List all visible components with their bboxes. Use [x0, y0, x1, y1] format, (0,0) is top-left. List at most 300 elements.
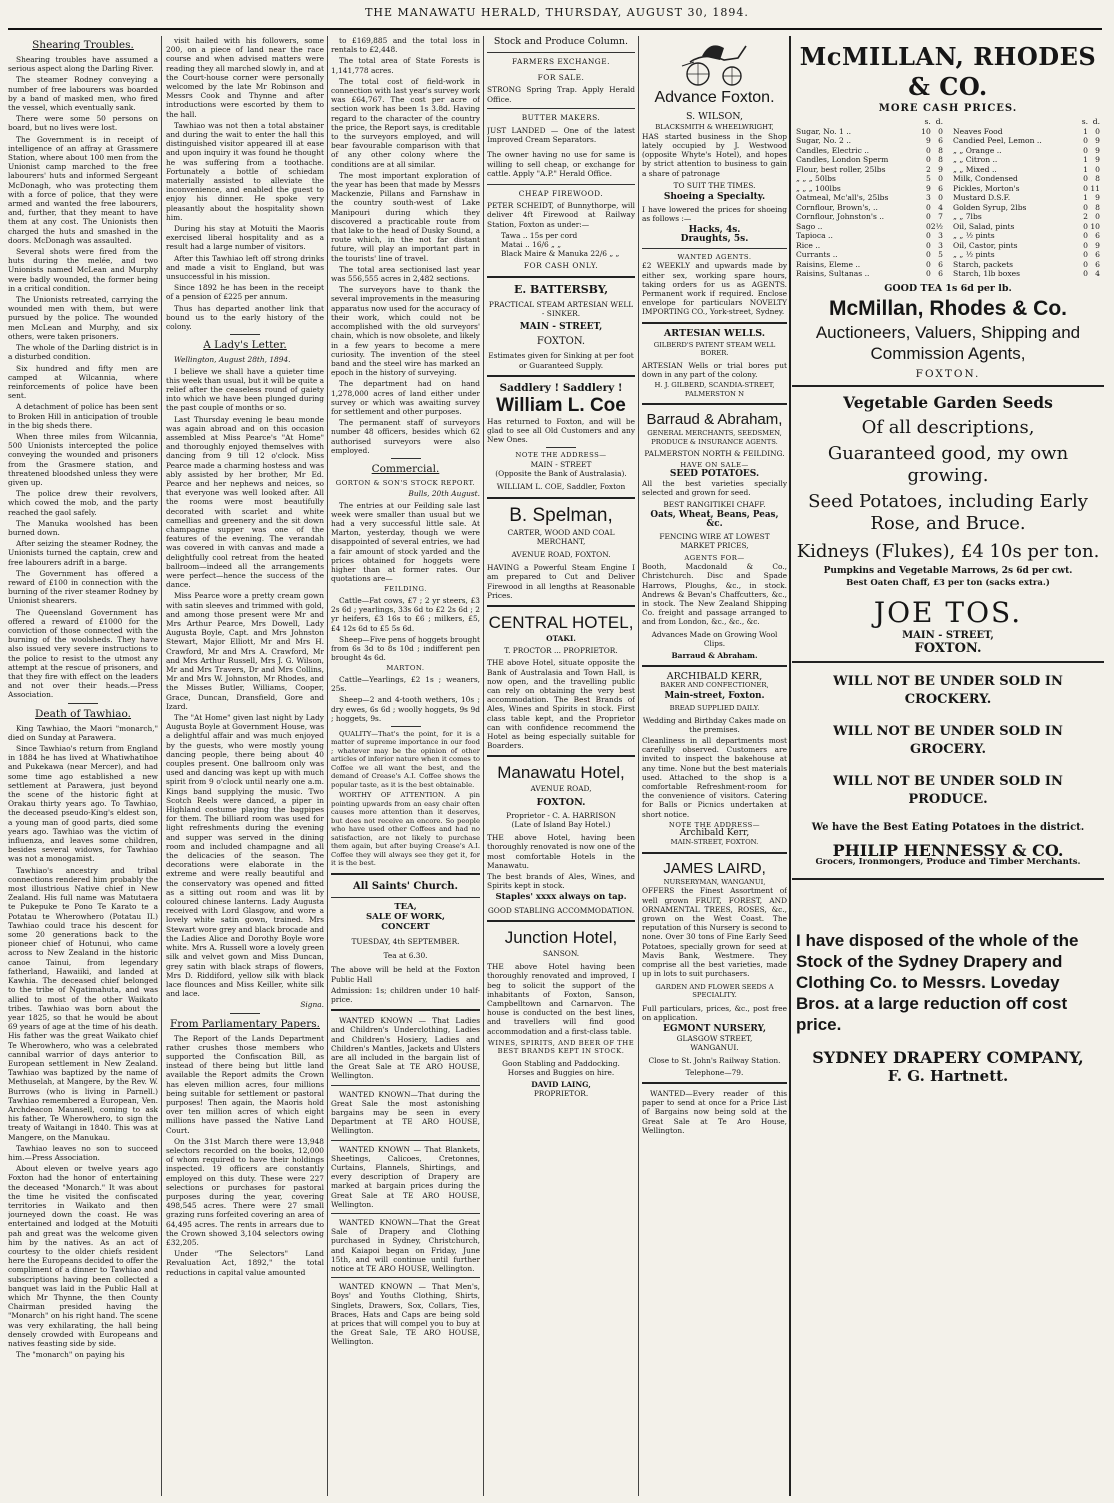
church-body: The above will be held at the Foxton Public Hall [331, 965, 480, 984]
price-row [953, 136, 1100, 146]
wilson-body: HAS started business in the Shop lately occupied by J. Westwood (opposite Whyte's Hotel), and hopes by strict attention to business to gain a share of patronage [642, 131, 787, 178]
article-title-tawhiao: Death of Tawhiao. [34, 707, 132, 720]
veg-seeds: Vegetable Garden Seeds [843, 393, 1053, 413]
laird-name: JAMES LAIRD, [663, 859, 766, 877]
price-shillings: 1 [1083, 126, 1088, 136]
wanted-known-item: WANTED KNOWN — That Blankets, Sheetings, Calicoes, Cretonnes, Curtains, Flannels, Shirtings, and every description of Drapery are marked at bargain prices during the Great Sale at TE ARO HOUSE, Wellington. [331, 1144, 480, 1209]
price-item: Mustard D.S.F. [953, 193, 1011, 203]
divider [487, 108, 635, 109]
price-pence: 8 [938, 145, 943, 155]
divider [487, 52, 635, 53]
price-pence: 6 [938, 136, 943, 146]
price-header-row [953, 117, 1100, 127]
price-item: Sago .. [796, 221, 823, 231]
price-row [796, 136, 943, 146]
church-sale: SALE OF WORK, [366, 911, 445, 922]
paragraph: Tawhiao leaves no son to succeed him.—Press Association. [8, 1143, 158, 1162]
price-shillings: 0 [925, 202, 931, 212]
paragraph: During his stay at Motuiti the Maoris exercised liberal hospitality and as a result had a large number of visitors. [166, 224, 324, 252]
barraud-advert [642, 410, 787, 660]
price-item: Cornflour, Brown's, .. [796, 202, 878, 212]
article-body-shearing [8, 55, 158, 700]
paragraph: After this Tawhiao left off strong drinks and made a visit to England, but was unsuccessful in his mission. [166, 253, 324, 282]
paragraph: The Unionists retreated, carrying the wounded men with them, but were pursued by the police. The wounded men McLean and Murphy, and six others, were taken prisoners. [8, 295, 158, 341]
pence-header: d. [1092, 117, 1100, 127]
divider [642, 403, 787, 405]
paragraph: Since 1892 he has been in the receipt of a pension of £225 per annum. [166, 283, 324, 302]
divider [331, 1277, 480, 1278]
commercial-body [331, 501, 480, 584]
manawatu-hotel-late: (Late of Island Bay Hotel.) [511, 820, 611, 830]
price-pence: 11 [1090, 183, 1100, 193]
paragraph: The "monarch" on paying his [16, 1350, 125, 1360]
have-on-sale: HAVE ON SALE— [680, 461, 749, 470]
column-1 [8, 36, 158, 1496]
farmers-exchange: FARMERS EXCHANGE. [512, 57, 610, 66]
paragraph: Last Thursday evening le beau monde was again abroad and on this occasion assembled at Miss Pearce's "At Home" and thoroughly enjoyed themselves with dancing from 9 till 12 o'clock. Miss Pearce made a charming hostess and was ably assisted by her brother, Mr Ed. Pearce and her nephews and neices, so that everyone was well looked after. All the rooms were most beautifully decorated with scarlet and white camellias and greenery and the sit down champagne supper was one of the features of the evening. The verandah was covered in with canvas and made a delightfully cool retreat from the heated ballroom—indeed all the arrangements were perfect—hence the success of the dance. [166, 414, 324, 590]
pumpkins-price: Pumpkins and Vegetable Marrows, 2s 6d per cwt. [823, 566, 1073, 577]
price-shillings: 0 [1083, 145, 1088, 155]
paragraph: There were some 50 persons on board, but no lives were lost. [8, 114, 158, 133]
price-row [953, 127, 1100, 137]
price-shillings: 0 [925, 240, 931, 250]
price-item: Currants .. [796, 250, 838, 260]
column-rule [638, 36, 639, 1496]
price-item: Sugar, No. 1 .. [796, 126, 852, 136]
kerr-street: Main-street, Foxton. [664, 690, 765, 701]
laird-body: OFFERS the Finest Assortment of well grown FRUIT, FOREST, AND ORNAMENTAL TREES, ROSES, &c., grown on the West Coast. The reputation of this Nursery is second to none. Over 30 tons of Fine Early Seed Potatoes, specially grown for seed at Mavis Bank, Westmere. They comprise all the best varieties, made up in lots to suit purchasers. [642, 886, 787, 979]
commercial-subtitle: GORTON & SON'S STOCK REPORT. [335, 478, 476, 487]
separator [391, 726, 421, 727]
manawatu-hotel-proprietor: Proprietor - C. A. HARRISON [506, 810, 616, 820]
junction-stabling: Goon Stabling and Paddocking. [502, 1058, 620, 1068]
price-row [796, 174, 943, 184]
carriage-icon [680, 38, 750, 88]
divider [487, 497, 635, 499]
divider [642, 1082, 787, 1084]
firewood-prices [487, 231, 635, 259]
glasgow-street: GLASGOW STREET, [676, 1034, 753, 1044]
shillings-header: s. [1081, 117, 1088, 127]
divider [331, 1213, 480, 1214]
paragraph: Several shots were fired from the huts during the melée, and two Unionists named McLean and Murphy were badly wounded, the former being in a critical condition. [8, 247, 158, 293]
price-item: Oil, Salad, pints [953, 221, 1015, 231]
marton-label: MARTON. [386, 664, 425, 673]
price-shillings: 0 [1083, 136, 1088, 146]
price-shillings: 1 [1083, 193, 1088, 203]
coe-signature: WILLIAM L. COE, Saddler, Foxton [496, 482, 626, 492]
owner-body: The owner having no use for same is willing to sell cheap, or exchange for cattle. Apply "A.P." Herald Office. [487, 150, 635, 178]
price-item: „ „ Mixed .. [953, 164, 997, 174]
price-shillings: 1 [1083, 164, 1088, 174]
price-row [796, 231, 943, 241]
price-pence: 0 [1095, 212, 1100, 222]
paragraph: The entries at our Feilding sale last week were smaller than usual but we had a very successful little sale. At Marton, yesterday, though we were disappointed of several entries, we had a fair amount of stock yarded and the prices obtained for hoggets were higher than at former rates. Our quotations are— [331, 500, 480, 584]
paragraph: Six hundred and fifty men are camped at Wilcannia, where reinforcements of police have been sent. [8, 363, 158, 401]
firewood-price-row: Tawa .. 15s per cord [501, 230, 578, 240]
coe-name: William L. Coe [496, 394, 626, 416]
junction-proprietor-title: PROPRIETOR. [533, 1089, 589, 1099]
manawatu-hotel-town: FOXTON. [536, 796, 586, 808]
paragraph: The whole of the Darling district is in a disturbed condition. [8, 343, 158, 362]
artesian-wells: ARTESIAN WELLS. [663, 327, 766, 339]
price-shillings: 0 [1083, 174, 1088, 184]
paragraph: Cattle—Yearlings, £2 1s ; weaners, 25s. [331, 674, 480, 694]
price-pence: 9 [1095, 155, 1100, 165]
kerr-advert [642, 672, 787, 847]
price-shillings: 2 [1083, 212, 1088, 222]
paragraph: After seizing the steamer Rodney, the Unionists turned the captain, crew and free labourers adrift in a barge. [8, 539, 158, 567]
seed-potatoes-body: All the best varieties specially selected and grown for seed. [642, 479, 787, 498]
not-undersold-grocery: WILL NOT BE UNDER SOLD IN GROCERY. [833, 723, 1063, 757]
price-pence: 9 [1095, 193, 1100, 203]
battersby-street: MAIN - STREET, [519, 322, 603, 333]
price-row [796, 269, 943, 279]
column-5 [642, 36, 787, 1496]
divider [487, 920, 635, 922]
shoeing-body: I have lowered the prices for shoeing as follows :— [642, 205, 787, 224]
draughts-price: Draughts, 5s. [680, 233, 749, 244]
price-pence: 8 [1095, 174, 1100, 184]
price-item: „ „ „ 50lbs [796, 174, 836, 184]
cash-only: FOR CASH ONLY. [523, 261, 599, 271]
article-title-letter: A Lady's Letter. [203, 339, 287, 352]
hacks-price: Hacks, 4s. [688, 224, 741, 235]
masthead: THE MANAWATU HERALD, THURSDAY, AUGUST 30, 1894. [365, 6, 749, 19]
divider [792, 385, 1104, 387]
wilson-advert [642, 38, 787, 244]
price-list [792, 117, 1104, 279]
price-pence: 4 [938, 202, 943, 212]
wanted-known-adverts [331, 1016, 480, 1347]
coe-note: NOTE THE ADDRESS— [515, 451, 607, 460]
price-pence: 6 [1095, 250, 1100, 260]
laird-advert [642, 859, 787, 1077]
stock-column [487, 36, 635, 1099]
paragraph: The Queensland Government has offered a reward of £1000 for the conviction of those connected with the burning of the woolsheds. They have also issued very severe instructions to the police to resist to the utmost any attempt at the rescue of prisoners, and that they fire with effect on the leaders and not over their heads.—Press Association. [8, 607, 158, 700]
gilberd-body: ARTESIAN Wells or trial bores put down in any part of the colony. [642, 360, 787, 380]
battersby-estimates: Estimates given for Sinking at per foot or Guaranteed Supply. [488, 351, 634, 370]
coe-body: Has returned to Foxton, and will be glad to see all Old Customers and any New Ones. [487, 416, 635, 445]
oats-wheat: Oats, Wheat, Beans, Peas, &c. [650, 509, 779, 529]
church-tea-time: Tea at 6.30. [383, 951, 428, 961]
divider [487, 276, 635, 278]
price-row [953, 146, 1100, 156]
church-tea: TEA, [394, 901, 417, 912]
column-rule [483, 36, 484, 1496]
divider [331, 1085, 480, 1086]
paragraph: Sheep—2 and 4-tooth wethers, 10s ; dry ewes, 6s 6d ; woolly hoggets, 9s 9d ; hoggets, 9s. [331, 695, 480, 723]
price-item: Candles, London Sperm [796, 155, 889, 165]
garden-seeds: GARDEN AND FLOWER SEEDS A SPECIALITY. [655, 982, 774, 999]
price-shillings: 9 [925, 183, 931, 193]
price-header-row [796, 117, 943, 127]
price-pence: 5 [938, 250, 943, 260]
paragraph: The department had on hand 1,278,000 acres of land either under survey or which was awaiting survey for settlement and other purposes. [331, 379, 480, 416]
paragraph: The Manuka woolshed has been burned down. [8, 518, 158, 537]
price-pence: 4 [1095, 269, 1100, 279]
separator [230, 334, 260, 335]
kidneys-price: Kidneys (Flukes), £4 10s per ton. [796, 541, 1100, 563]
barraud-signature: Barraud & Abraham. [671, 650, 758, 660]
central-hotel-name: CENTRAL HOTEL, [488, 613, 634, 633]
wanted-known-item: WANTED KNOWN—That during the Great Sale the most astonishing bargains may be seen in every Department at TE ARO HOUSE, Wellington. [331, 1089, 480, 1136]
price-shillings: 0 [925, 231, 931, 241]
article-title-parliamentary: From Parliamentary Papers. [169, 1017, 320, 1030]
price-pence: 6 [1095, 231, 1100, 241]
agents-advert [642, 253, 787, 317]
price-item: Golden Syrup, 2lbs [953, 202, 1027, 212]
price-pence: 10 [1090, 221, 1100, 231]
price-shillings: 5 [925, 174, 931, 184]
paragraph: Tawhiao's ancestry and tribal connections rendered him probably the most illustrious Native chief in New Zealand. His full name was Matutaera te Pukepuke te Pono Te Karato te a Potatau te Wherowhero (Potatau II.) Tawhiao could trace his descent for some 20 generations back to the pioneer chief of Hotunui, who came across to New Zealand in the historic canoe Tainui, from legendary fatherland, Hawaiiki, and landed at Kawhia. The deceased chief belonged to the tribe of Ngatimahuta, and was allied to most of the other Waikato tribes. Tawhiao was born about the year 1825, so that he would be about 69 years of age at the time of his death. His father was the great Waikato chief Te Wherowhero, who was a celebrated cannibal warrior of days anterior to European settlement in New Zealand. Tawhiao was baptized by the name of Methuselah, at Mangere, by the Rev. W. Burrows (who is living in Parnell.) Tawhiao remembered a European, Ven. Archdeacon Maunsell, coming to ask his father, Te Wherowhero, to sign the treaty of Waitangi in 1840. This was at Mangere, on the Manukau. [8, 865, 158, 1142]
laird-town: WANGANUI. [690, 1043, 739, 1053]
staples-on-tap: Staples' xxxx always on tap. [495, 892, 627, 903]
price-row [953, 231, 1100, 241]
divider [642, 665, 787, 667]
paragraph: The most important exploration of the year has been that made by Messrs Mackenzie, Pillans and Farnshaw in the country south-west of Lake Manipouri during which they discovered a practicable route from that lake to the head of Dusky Sound, a route which, in the not far distant future, will play an important part in the tourists' line of travel. [331, 170, 480, 263]
spelman-name: B. Spelman, [509, 504, 613, 526]
separator [546, 69, 576, 70]
kerr-name: ARCHIBALD KERR, [666, 671, 763, 683]
price-item: Candied Peel, Lemon .. [953, 136, 1042, 146]
price-row [796, 127, 943, 137]
price-shillings: 10 [921, 126, 931, 136]
masthead-rule [8, 28, 1102, 30]
barraud-towns: PALMERSTON NORTH & FEILDING. [644, 449, 785, 459]
divider [331, 1140, 480, 1141]
column-3 [331, 36, 480, 1496]
feilding-prices [331, 596, 480, 662]
price-header-blank [953, 117, 1076, 127]
telephone: Telephone—79. [685, 1067, 744, 1077]
disposed-notice: I have disposed of the whole of the Stock of the Sydney Drapery and Clothing Co. to Messrs. Loveday Bros. at a large reduction off cost price. [796, 930, 1079, 1034]
spelman-trade: CARTER, WOOD AND COAL MERCHANT, [507, 527, 615, 546]
advances-wool: Advances Made on Growing Wool Clips. [651, 629, 778, 648]
divider [792, 878, 1104, 880]
kerr-body: Cleanliness in all departments most carefully observed. Customers are invited to inspect the bakehouse at any time. None but the best materials used. Attached to the shop is a comfortable Refreshment-room for the convenience of visitors. Catering for Balls or Picnics undertaken at short notice. [642, 735, 787, 819]
price-item: Rice .. [796, 240, 821, 250]
seed-potatoes-tos: Seed Potatoes, including Early Rose, and Bruce. [808, 491, 1088, 535]
price-row [796, 222, 943, 232]
price-row [796, 155, 943, 165]
column-2 [166, 36, 324, 1496]
for-sale: FOR SALE. [537, 73, 585, 83]
price-shillings: 0 [925, 259, 931, 269]
reader-advert: WANTED—Every reader of this paper to send at once for a Price List of Bargains now being sold at the Great Sale at Te Aro House, Wellington. [642, 1088, 787, 1135]
price-shillings: 0 [1083, 240, 1088, 250]
not-undersold-crockery: WILL NOT BE UNDER SOLD IN CROCKERY. [833, 673, 1063, 707]
paragraph: Tawhiao was not then a total abstainer and during the wait to enter the hall this distinguished visitor appeared ill at ease and upon inquiry it was found he thought he was suffering from a toothache. Fortunately a bottle of schiedam materially assisted to alleviate the inconvenience, and enabled the guest to enjoy his dinner. He spoke very pleasantly about the hospitality shown him. [166, 120, 324, 222]
barraud-name: Barraud & Abraham, [646, 411, 783, 429]
price-pence: 8 [938, 155, 943, 165]
price-row [796, 193, 943, 203]
price-shillings: 1 [1083, 155, 1088, 165]
pence-header: d. [935, 117, 943, 127]
price-item: Starch, packets [953, 259, 1014, 269]
separator [391, 458, 421, 459]
article-body-tawhiao-cont [166, 36, 324, 331]
price-item: Candles, Electric .. [796, 145, 870, 155]
stock-title: Stock and Produce Column. [493, 36, 629, 47]
column-rule [161, 36, 162, 1496]
paragraph: Miss Pearce wore a pretty cream gown with satin sleeves and trimmed with gold, and among those present were Mr and Mrs Arthur Pearce, Mrs Dowell, Lady Augusta Boyle, Capt. and Mrs Johnston Stewart, Major Elliott, Mr and Mrs H. Crawford, Mr and Mrs A. Crawford, Mr and Mrs Arthur Russell, Mrs J. G. Wilson, Mr and Mrs Travers, Dr and Mrs Collins, Mr and Mrs W. Johnston, Mr Rhodes, and the Misses Butler, Williams, Cooper, Grace, Duncan, Dransfield, Gore and Izard. [166, 591, 324, 711]
manawatu-hotel-name: Manawatu Hotel, [497, 763, 625, 783]
paragraph: About eleven or twelve years ago Foxton had the honor of entertaining the deceased "Monarch." It was about the time he visited the confiscated territories in Waikato and then journeyed down the coast. He was entertained and lodged at the Motuiti pah and great was the welcome given him by the natives. As an act of courtesy to the older chiefs resident here the Europeans decided to offer the compliment of a dinner to Tawhiao and subscriptions having been collected a banquet was laid in the Public Hall at which Mr Thynne, the then County Chairman presided having the "Monarch" on his right hand. The scene was very exhilarating, the hall being densely crowded with Europeans and natives feasting side by side. [8, 1164, 158, 1349]
paragraph: A detachment of police has been sent to Broken Hill in anticipation of trouble in the big sheds there. [8, 402, 158, 430]
paragraph: Thus has departed another link that bound us to the early history of the colony. [166, 303, 324, 332]
rangitikei-chaff: BEST RANGITIKEI CHAFF. [663, 499, 766, 509]
church-date: TUESDAY, 4th SEPTEMBER. [351, 936, 460, 946]
commercial-dateline: Bulls, 20th August. [408, 489, 480, 499]
paragraph: Sheep—Five pens of hoggets brought from 6s 3d to 8s 10d ; indifferent pen brought 4s 6d. [331, 634, 480, 663]
price-shillings: 3 [925, 193, 931, 203]
tos-street: MAIN - STREET, [902, 629, 994, 641]
price-pence: 0 [938, 193, 943, 203]
price-item: Oil, Castor, pints [953, 240, 1018, 250]
price-shillings: 0 [925, 212, 931, 222]
paragraph: to £169,885 and the total loss in rentals to £2,448. [331, 36, 480, 55]
price-row [796, 203, 943, 213]
battersby-name: E. BATTERSBY, [513, 282, 609, 296]
spelman-address: AVENUE ROAD, FOXTON. [511, 550, 611, 559]
price-shillings: 0 [925, 250, 931, 260]
paragraph: Shearing troubles have assumed a serious aspect along the Darling River. [8, 55, 158, 74]
price-item: Oatmeal, Mc'all's, 25lbs [796, 193, 889, 203]
junction-horses: Horses and Buggies on hire. [507, 1067, 615, 1077]
price-pence: 3 [938, 240, 943, 250]
paragraph: On the 31st March there were 13,948 selectors recorded on the books, 12,000 of whom required to have their holdings inspected. 19 officers are constantly employed on this duty. These were 227 selections or purchases for pastoral purposes during the year, covering 498,545 acres. There were 27 small grazing runs forfeited covering an area of 64,495 acres. The rents in arrears due to the Crown showed 3,104 selectors owing £32,205. [166, 1136, 324, 1247]
trap-advert: STRONG Spring Trap. Apply Herald Office. [487, 85, 635, 104]
wilson-name: S. WILSON, [685, 111, 744, 122]
church-admission: Admission: 1s; children under 10 half-price. [331, 985, 480, 1004]
advance-foxton: Advance Foxton. [654, 89, 775, 106]
manawatu-hotel-brands: The best brands of Ales, Wines, and Spirits kept in stock. [487, 872, 635, 891]
hennessy-name: PHILIP HENNESSY & CO. [832, 841, 1064, 861]
price-pence: 9 [1095, 240, 1100, 250]
price-pence: 9 [1095, 136, 1100, 146]
joe-tos: JOE TOS. [873, 595, 1023, 629]
price-row [953, 165, 1100, 175]
hartnett: F. G. Hartnett. [887, 1066, 1009, 1085]
gilberd-advert [642, 329, 787, 399]
agents-for-body: Booth, Macdonald & Co., Christchurch. Disc and Spade Harrows, Ploughs, &c., in stock. Andrews & Bevan's Chaffcutters, &c., in stock. The New Zealand Shipping Co. freight and passage arranged to and from London, &c., &c., &c. [642, 562, 787, 627]
column-rule [327, 36, 328, 1496]
wilson-trade: BLACKSMITH & WHEELWRIGHT, [655, 123, 774, 132]
price-shillings: 0 [925, 221, 931, 231]
price-item: „ „ Orange .. [953, 145, 1002, 155]
butter-body: JUST LANDED — One of the latest Improved Cream Separators. [487, 126, 635, 145]
worthy-notice: WORTHY OF ATTENTION. A pin pointing upwards from an easy chair often causes more attention than it deserves, but does not receive an encore. So people who have used other Coffees and had no satisfaction, are not likely to purchase them again, but after buying Crease's A.I. Coffee they will always see they get it, for it is the best. [331, 791, 480, 868]
junction-proprietor: DAVID LAING, [531, 1080, 591, 1090]
price-pence: 2½ [930, 221, 943, 231]
seed-potatoes: SEED POTATOES. [669, 468, 760, 479]
butter-head: BUTTER MAKERS. [521, 112, 601, 122]
not-undersold-produce: WILL NOT BE UNDER SOLD IN PRODUCE. [833, 773, 1063, 807]
paragraph: The total area sectionised last year was 556,555 acres in 2,482 sections. [331, 264, 480, 284]
firewood-price-row: Matai .. 16/6 „ „ [501, 240, 562, 250]
divider [642, 248, 787, 249]
agents-body: £2 WEEKLY and upwards made by either sex, working spare hours, taking orders for us as AGENTS. Permanent work if required. Enclose envelope for particulars NOVELTY IMPORTING CO., York-street, Sydney. [642, 261, 787, 317]
price-shillings: 0 [925, 269, 931, 279]
letter-signature: Signa. [300, 1000, 324, 1010]
paragraph: The surveyors have to thank the several improvements in the measuring apparatus now used for the accuracy of their work, which could not be accomplished with the old surveyors' chain, which is now obsolete, and likely in a few years to become a mere curiosity. The invention of the steel band and the steel wire has marked an epoch in the history of surveying. [331, 285, 480, 378]
marton-prices [331, 675, 480, 723]
paragraph: The Government is in receipt of intelligence of an affray at Grassmere Station, where about 100 men from the Unionist camp marched to the free labourers' huts and informed Sergeant McDonagh, who was protecting them with a force of police, that they were armed and wanted the free labourers, and, further, that they meant to have them at any cost. The Unionists then charged the huts and smashed in the doors. McDonagh was assaulted. [8, 134, 158, 245]
suit-times: TO SUIT THE TIMES. [673, 180, 756, 190]
article-body-parliamentary [166, 1034, 324, 1277]
divider [487, 755, 635, 757]
church-title: All Saints' Church. [352, 880, 458, 892]
price-item: Sugar, No. 2 .. [796, 136, 852, 146]
price-item: Tapioca .. [796, 231, 833, 241]
mcmillan-title: McMILLAN, RHODES & CO. [799, 42, 1097, 101]
agents-for: AGENTS FOR— [684, 553, 745, 562]
divider [331, 897, 480, 898]
coe-opposite: (Opposite the Bank of Australasia). [495, 469, 627, 479]
divider [331, 1009, 480, 1011]
central-hotel-town: OTAKI. [546, 634, 576, 644]
price-shillings: 0 [1083, 259, 1088, 269]
paragraph: I believe we shall have a quieter time this week than usual, but it will be quite a relief after the ceaseless round of gaiety into which we have been plunged during the past couple of months or so. [166, 366, 324, 413]
church-concert: CONCERT [381, 921, 430, 932]
wedding-cakes: Wedding and Birthday Cakes made on the premises. [642, 715, 787, 734]
battersby-town: FOXTON. [536, 336, 586, 348]
price-pence: 0 [1095, 164, 1100, 174]
paragraph: The steamer Rodney conveying a number of free labourers was boarded by a band of masked men, who fired the vessel, which eventually sank. [8, 75, 158, 113]
egmont-nursery: EGMONT NURSERY, [663, 1023, 766, 1034]
price-header-blank [796, 117, 919, 127]
article-body-tawhiao [8, 724, 158, 1360]
paragraph: Since Tawhiao's return from England in 1884 he has lived at Whatiwhatihoe and Pukekawa (near Mercer), and had some time ago established a new settlement at Parawera, just beyond the scene of the historic fight at Orakau thirty years ago. To Tawhiao, the deceased pseudo-King's eldest son, a young man of good parts, died some years ago. Tawhiao was the victim of influenza, and leaves some children, besides several widows, for Tawhiao was not a monogamist. [8, 744, 158, 864]
price-item: Flour, best roller, 25lbs [796, 164, 886, 174]
price-row [796, 250, 943, 260]
price-row [953, 193, 1100, 203]
paragraph: Under "The Selectors" Land Revaluation Act, 1892," the total reductions in capital value amounted [166, 1249, 324, 1277]
price-shillings: 0 [1083, 221, 1088, 231]
price-row [953, 260, 1100, 270]
wanted-known-item: WANTED KNOWN—That the Great Sale of Drapery and Clothing purchased in Sydney, Christchurch, and Kaiapoi began on Friday, June 15th, and will continue until further notice at TE ARO HOUSE, Wellington. [331, 1217, 480, 1273]
article-body-parliamentary-cont [331, 36, 480, 455]
divider [487, 605, 635, 607]
article-body-letter [166, 367, 324, 999]
price-pence: 0 [1095, 126, 1100, 136]
price-row [953, 241, 1100, 251]
divider [642, 322, 787, 324]
price-shillings: 0 [1083, 231, 1088, 241]
price-item: „ „ „ 100lbs [796, 183, 841, 193]
divider [331, 873, 480, 875]
paragraph: When three miles from Wilcannia, 500 Unionists intercepted the police conveying the wounded and prisoners from the Grasmere station, and threatened bloodshed unless they were given up. [8, 431, 158, 487]
divider [792, 661, 1104, 663]
price-shillings: 0 [925, 145, 931, 155]
paragraph: The total cost of field-work in connection with last year's survey work was £64,767. The cost per acre of section work has been 1s 3.8d. Having regard to the character of the country the price, the Report says, is creditable to the surveyors employed, and will bear favourable comparison with that of any other colony where the conditions are at all similar. [331, 76, 480, 169]
central-hotel-proprietor: T. PROCTOR ... PROPRIETOR. [504, 646, 618, 656]
price-row [796, 241, 943, 251]
mcmillan-trade: Auctioneers, Valuers, Shipping and Commission Agents, [815, 322, 1081, 363]
mcmillan-town: FOXTON. [915, 367, 981, 380]
firewood-body: PETER SCHEIDT, of Bunnythorpe, will deliver 4ft Firewood at Railway Station, Foxton as under:— [487, 201, 635, 229]
price-pence: 8 [1095, 202, 1100, 212]
price-pence: 6 [938, 269, 943, 279]
best-potatoes: We have the Best Eating Potatoes in the district. [811, 821, 1085, 833]
junction-hotel-town: SANSON. [542, 948, 580, 958]
separator [68, 703, 98, 704]
all-descriptions: Of all descriptions, [861, 417, 1035, 439]
price-shillings: 0 [1083, 183, 1088, 193]
price-row [953, 269, 1100, 279]
church-advert [331, 880, 480, 1004]
